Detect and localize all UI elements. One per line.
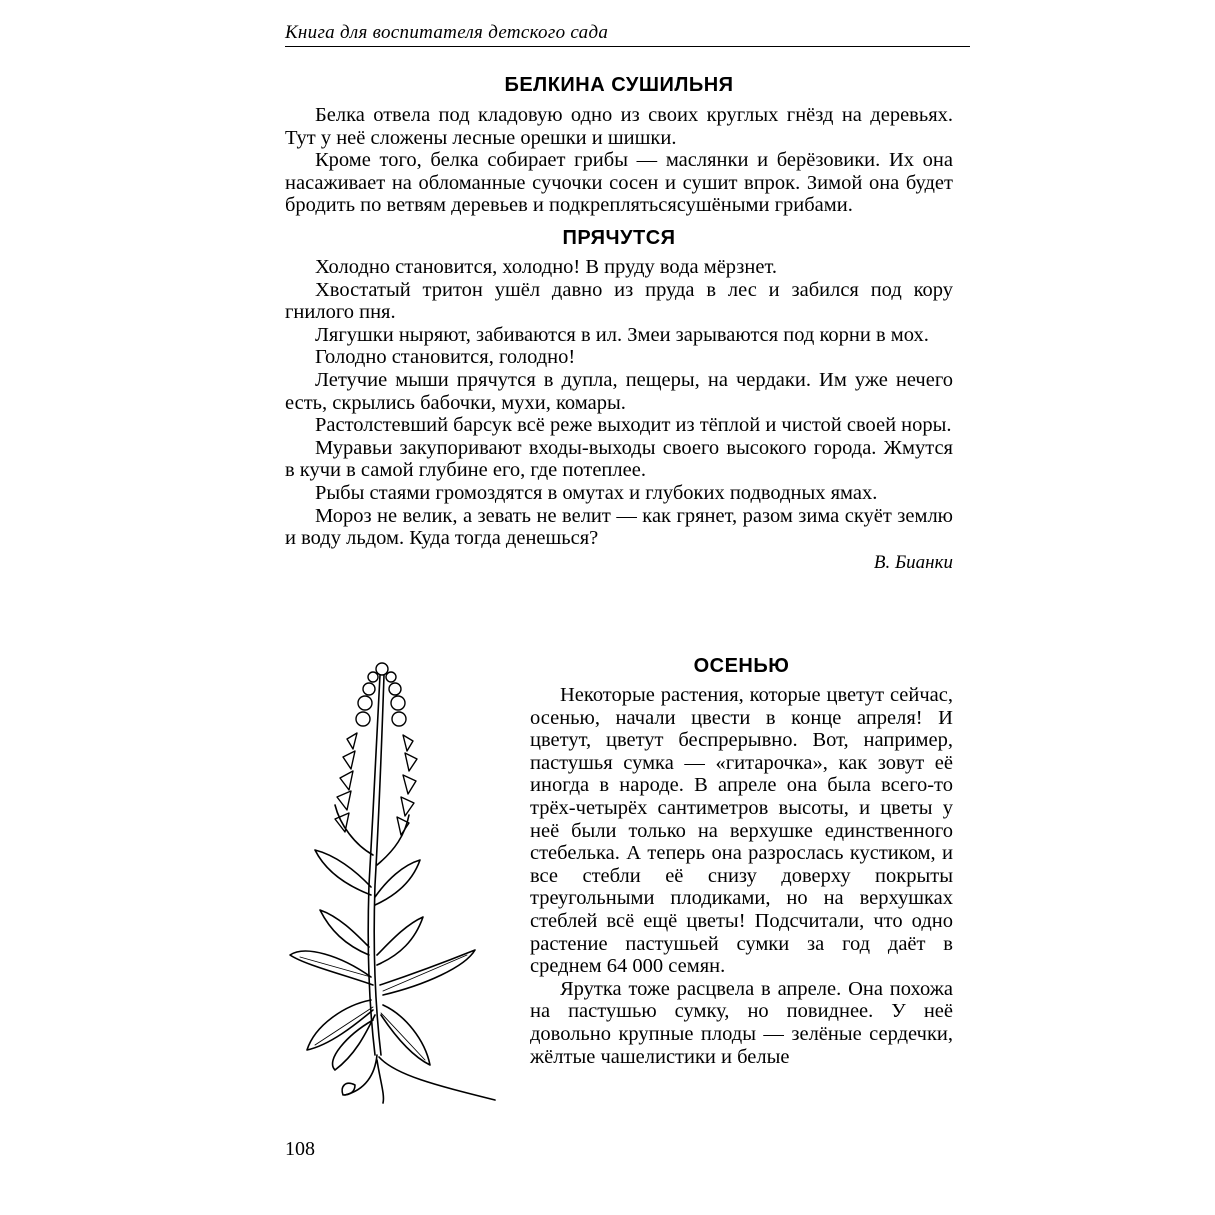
paragraph: Мороз не велик, а зевать не велит — как грянет, разом зима скуёт землю и воду льдом. Куда тогда денешься?: [285, 504, 953, 550]
paragraph: Хвостатый тритон ушёл давно из пруда в лес и забился под кору гнилого пня.: [285, 278, 953, 324]
section-pryachutsya: [285, 223, 953, 575]
paragraph: Холодно становится, холодно! В пруду вода мёрзнет.: [315, 255, 778, 278]
running-head-text: Книга для воспитателя детского сада: [285, 22, 609, 43]
section-title: ОСЕНЬЮ: [693, 655, 790, 677]
paragraph: Растолстевший барсук всё реже выходит из тёплой и чистой своей норы.: [315, 414, 952, 437]
section-title: БЕЛКИНА СУШИЛЬНЯ: [504, 74, 734, 96]
paragraph: Некоторые растения, которые цветут сейчас, осенью, начали цвести в конце апреля! И цветут, цветут беспрерывно. Вот, например, пастушья сумка — «гитарочка», как зовут её иногда в народе. В апреле она была всего-то трёх-четырёх сантиметров высоты, и цветы у неё были только на верхушке единственного стебелька. А теперь она разрослась кустиком, и все стебли её снизу доверху покрыты треугольными плодиками, но на верхушках стеблей всё ещё цветы! Подсчитали, что одно растение пастушьей сумки за год даёт в среднем 64 000 семян.: [530, 684, 953, 978]
paragraph: Рыбы стаями громоздятся в омутах и глубоких подводных ямах.: [315, 481, 878, 504]
paragraph: Белка отвела под кладовую одно из своих круглых гнёзд на деревьях. Тут у неё сложены лесные орешки и шишки.: [285, 104, 953, 149]
paragraph: Лягушки ныряют, забиваются в ил. Змеи зарываются под корни в мох.: [315, 323, 929, 346]
book-page: [285, 0, 970, 1215]
author-signature: В. Бианки: [873, 551, 953, 573]
section-title: ПРЯЧУТСЯ: [562, 226, 676, 249]
paragraph: Голодно становится, голодно!: [315, 346, 576, 369]
section-belkina-sushilnya: [285, 70, 953, 217]
paragraph: Летучие мыши прячутся в дупла, пещеры, на чердаки. Им уже нечего есть, скрылись бабочки, мухи, комары.: [285, 368, 953, 414]
section-text: [530, 650, 953, 1068]
running-head: [285, 22, 970, 47]
page-number: 108: [285, 1138, 315, 1160]
section-osenyu: [285, 650, 953, 1110]
paragraph: Муравьи закупоривают входы-выходы своего высокого города. Жмутся в кучи в самой глубине его, где потеплее.: [285, 436, 953, 482]
shepherds-purse-illustration: [285, 655, 500, 1105]
paragraph: Кроме того, белка собирает грибы — маслянки и берёзовики. Их она насаживает на обломанные сучочки сосен и сушит впрок. Зимой она будет бродить по ветвям деревьев и подкреплятьсясушёными грибами.: [285, 149, 953, 217]
paragraph: Ярутка тоже расцвела в апреле. Она похожа на пастушью сумку, но повиднее. У неё довольно крупные плоды — зелёные сердечки, жёлтые чашелистики и белые: [530, 977, 953, 1068]
page-content: [285, 70, 953, 575]
